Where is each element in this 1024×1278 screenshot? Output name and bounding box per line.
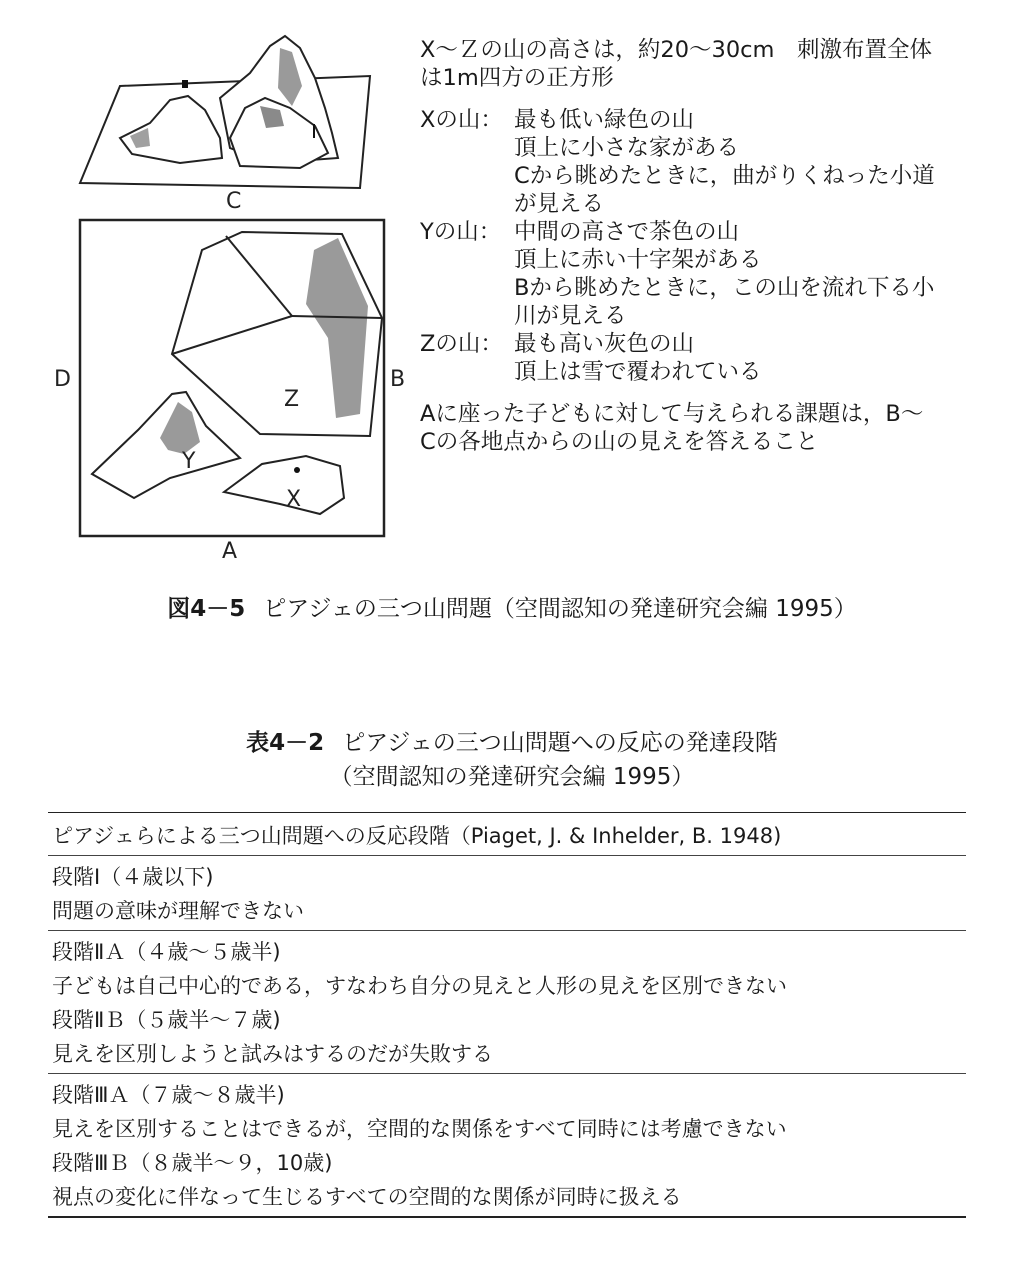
stage-group: [48, 931, 966, 1074]
stage-description: 視点の変化に伴なって生じるすべての空間的な関係が同時に扱える: [52, 1185, 682, 1209]
stage-description: 子どもは自己中心的である，すなわち自分の見えと人形の見えを区別できない: [52, 974, 787, 998]
stage-label: 段階ⅡＢ（５歳半～７歳): [52, 1008, 281, 1032]
table-source: （空間認知の発達研究会編 1995）: [329, 764, 695, 790]
stage-description: 見えを区別することはできるが，空間的な関係をすべて同時には考慮できない: [52, 1117, 787, 1141]
intro-line: は1m四方の正方形: [420, 65, 614, 91]
stage-label: 段階ⅡＡ（４歳～５歳半): [52, 940, 281, 964]
stage-description: 見えを区別しようと試みはするのだが失敗する: [52, 1042, 493, 1066]
stage-label: 段階Ⅰ（４歳以下): [52, 865, 214, 889]
stage-table: [48, 812, 966, 1218]
label-z: Z: [284, 387, 300, 412]
desc-line: Cから眺めたときに，曲がりくねった小道: [514, 163, 935, 189]
desc-line: 川が見える: [514, 303, 627, 329]
desc-line: が見える: [514, 191, 605, 217]
label-x: X: [286, 487, 302, 512]
stage-group: [48, 1074, 966, 1218]
figure-caption: [0, 590, 1024, 623]
label-y: Y: [182, 449, 196, 474]
label-d: D: [54, 367, 71, 392]
figure-number: 図4－5: [167, 596, 246, 622]
stage-description: 問題の意味が理解できない: [52, 899, 304, 923]
stage-group: [48, 856, 966, 931]
desc-line: 頂上に小さな家がある: [514, 135, 740, 161]
mountain-z-entry: [420, 330, 1010, 386]
mountain-term: Zの山：: [420, 331, 503, 357]
desc-line: 中間の高さで茶色の山: [514, 219, 740, 245]
house-icon: [294, 467, 300, 473]
desc-line: 頂上は雪で覆われている: [514, 359, 762, 385]
table-title: [0, 726, 1024, 794]
label-a: A: [222, 539, 238, 564]
figure-description: [420, 36, 1010, 456]
mountain-term: Xの山：: [420, 107, 503, 133]
stage-label: 段階ⅢＡ（７歳～８歳半): [52, 1083, 285, 1107]
label-c: C: [226, 189, 242, 213]
desc-line: Bから眺めたときに，この山を流れ下る小: [514, 275, 935, 301]
mountain-y-entry: [420, 218, 1010, 330]
plan-view: [52, 216, 412, 566]
task-line: Aに座った子どもに対して与えられる課題は，B～: [420, 401, 924, 427]
table-number: 表4－2: [246, 730, 325, 756]
desc-line: 最も高い灰色の山: [514, 331, 695, 357]
perspective-drawing: [70, 28, 380, 213]
mountain-x-entry: [420, 106, 1010, 218]
stage-label: 段階ⅢＢ（８歳半～９，10歳): [52, 1151, 333, 1175]
task-line: Cの各地点からの山の見えを答えること: [420, 429, 819, 455]
table-header: ピアジェらによる三つ山問題への反応段階（Piaget, J. & Inhelder, B. 1948): [48, 813, 966, 856]
desc-line: 頂上に赤い十字架がある: [514, 247, 762, 273]
label-b: B: [390, 367, 406, 392]
table-title-text: ピアジェの三つ山問題への反応の発達段階: [342, 730, 778, 756]
desc-line: 最も低い緑色の山: [514, 107, 695, 133]
house-icon: [182, 80, 188, 88]
mountain-term: Yの山：: [420, 219, 502, 245]
intro-line: X～Ｚの山の高さは，約20～30cm 刺激布置全体: [420, 37, 932, 63]
figure-caption-text: ピアジェの三つ山問題（空間認知の発達研究会編 1995）: [263, 596, 857, 622]
